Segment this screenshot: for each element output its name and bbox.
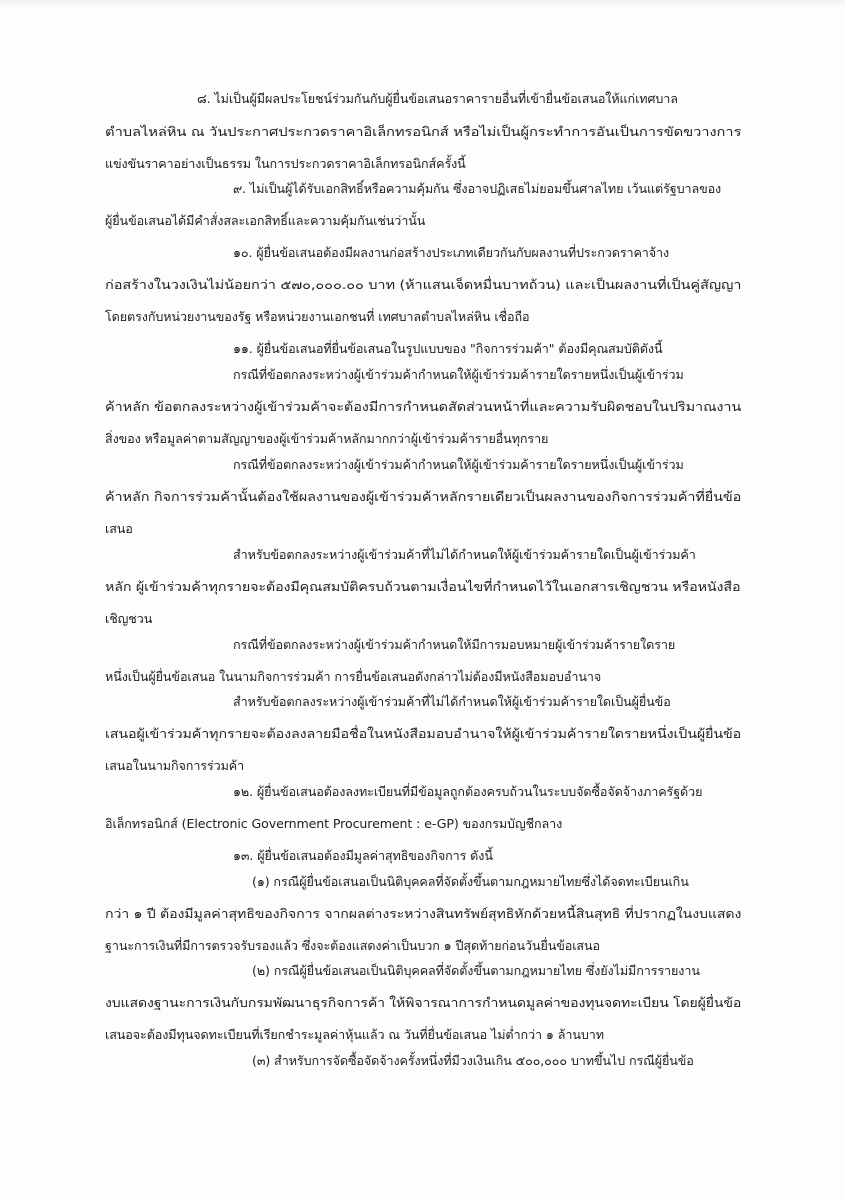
text-line: เชิญชวน — [105, 611, 153, 626]
text-line: สำหรับข้อตกลงระหว่างผู้เข้าร่วมค้าที่ไม่ได้กำหนดให้ผู้เข้าร่วมค้ารายใดเป็นผู้ยื่นข้อ — [233, 694, 671, 709]
text-line: ผู้ยื่นข้อเสนอได้มีคำสั่งสละเอกสิทธิ์และความคุ้มกันเช่นว่านั้น — [105, 213, 426, 228]
text-line: เสนอผู้เข้าร่วมค้าทุกรายจะต้องลงลายมือชื่อในหนังสือมอบอำนาจให้ผู้เข้าร่วมค้ารายใดรายหนึ่งเป็นผู้ยื่นข้อ — [105, 726, 742, 741]
text-line: สิ่งของ หรือมูลค่าตามสัญญาของผู้เข้าร่วมค้าหลักมากกว่าผู้เข้าร่วมค้ารายอื่นทุกราย — [105, 431, 549, 446]
text-line: เสนอ — [105, 521, 133, 536]
text-line: ๑๓. ผู้ยื่นข้อเสนอต้องมีมูลค่าสุทธิของกิจการ ดังนี้ — [233, 848, 493, 863]
text-line: งบแสดงฐานะการเงินกับกรมพัฒนาธุรกิจการค้า ให้พิจารณาการกำหนดมูลค่าของทุนจดทะเบียน โดยผู้ยื่นข้อ — [105, 995, 742, 1010]
text-line: ๑๒. ผู้ยื่นข้อเสนอต้องลงทะเบียนที่มีข้อมูลถูกต้องครบถ้วนในระบบจัดซื้อจัดจ้างภาครัฐด้วย — [233, 784, 703, 799]
text-line: (๓) สำหรับการจัดซื้อจัดจ้างครั้งหนึ่งที่มีวงเงินเกิน ๕๐๐,๐๐๐ บาทขึ้นไป กรณีผู้ยื่นข้อ — [252, 1053, 694, 1068]
text-line: แข่งขันราคาอย่างเป็นธรรม ในการประกวดราคาอิเล็กทรอนิกส์ครั้งนี้ — [105, 156, 466, 171]
text-line: โดยตรงกับหน่วยงานของรัฐ หรือหน่วยงานเอกชนที่ เทศบาลตำบลไหล่หิน เชื่อถือ — [105, 309, 530, 324]
text-line: ก่อสร้างในวงเงินไม่น้อยกว่า ๕๗๐,๐๐๐.๐๐ บาท (ห้าแสนเจ็ดหมื่นบาทถ้วน) และเป็นผลงานที่เป็นคู่สัญญา — [105, 277, 742, 292]
text-line: เสนอในนามกิจการร่วมค้า — [105, 758, 245, 773]
text-line: กว่า ๑ ปี ต้องมีมูลค่าสุทธิของกิจการ จากผลต่างระหว่างสินทรัพย์สุทธิหักด้วยหนี้สินสุทธิ ที่ปรากฏในงบแสดง — [105, 906, 742, 921]
text-line: ค้าหลัก ข้อตกลงระหว่างผู้เข้าร่วมค้าจะต้องมีการกำหนดสัดส่วนหน้าที่และความรับผิดชอบในปริมาณงาน — [105, 399, 742, 414]
text-line: กรณีที่ข้อตกลงระหว่างผู้เข้าร่วมค้ากำหนดให้ผู้เข้าร่วมค้ารายใดรายหนึ่งเป็นผู้เข้าร่วม — [233, 457, 684, 472]
text-line: ๑๐. ผู้ยื่นข้อเสนอต้องมีผลงานก่อสร้างประเภทเดียวกันกับผลงานที่ประกวดราคาจ้าง — [233, 245, 670, 260]
text-line: ๑๑. ผู้ยื่นข้อเสนอที่ยื่นข้อเสนอในรูปแบบของ "กิจการร่วมค้า" ต้องมีคุณสมบัติดังนี้ — [233, 341, 663, 356]
text-line: (๑) กรณีผู้ยื่นข้อเสนอเป็นนิติบุคคลที่จัดตั้งขึ้นตามกฎหมายไทยซึ่งได้จดทะเบียนเกิน — [252, 874, 689, 889]
text-line: สำหรับข้อตกลงระหว่างผู้เข้าร่วมค้าที่ไม่ได้กำหนดให้ผู้เข้าร่วมค้ารายใดเป็นผู้เข้าร่วมค้า — [233, 547, 696, 562]
text-line: ๙. ไม่เป็นผู้ได้รับเอกสิทธิ์หรือความคุ้มกัน ซึ่งอาจปฏิเสธไม่ยอมขึ้นศาลไทย เว้นแต่รัฐบาลของ — [233, 181, 722, 196]
scan-edge — [0, 0, 845, 8]
text-line: กรณีที่ข้อตกลงระหว่างผู้เข้าร่วมค้ากำหนดให้มีการมอบหมายผู้เข้าร่วมค้ารายใดราย — [233, 637, 676, 652]
text-line: หนึ่งเป็นผู้ยื่นข้อเสนอ ในนามกิจการร่วมค้า การยื่นข้อเสนอดังกล่าวไม่ต้องมีหนังสือมอบอำนาจ — [105, 669, 602, 684]
text-line: หลัก ผู้เข้าร่วมค้าทุกรายจะต้องมีคุณสมบัติครบถ้วนตามเงื่อนไขที่กำหนดไว้ในเอกสารเชิญชวน หรือหนังสือ — [105, 579, 741, 594]
text-line: อิเล็กทรอนิกส์ (Electronic Government Procurement : e-GP) ของกรมบัญชีกลาง — [105, 816, 563, 831]
text-line: (๒) กรณีผู้ยื่นข้อเสนอเป็นนิติบุคคลที่จัดตั้งขึ้นตามกฎหมายไทย ซึ่งยังไม่มีการรายงาน — [252, 963, 700, 978]
text-line: ๘. ไม่เป็นผู้มีผลประโยชน์ร่วมกันกับผู้ยื่นข้อเสนอราคารายอื่นที่เข้ายื่นข้อเสนอให้แก่เทศบาล — [197, 91, 678, 106]
text-line: ตำบลไหล่หิน ณ วันประกาศประกวดราคาอิเล็กทรอนิกส์ หรือไม่เป็นผู้กระทำการอันเป็นการขัดขวางการ — [105, 124, 742, 139]
text-line: ฐานะการเงินที่มีการตรวจรับรองแล้ว ซึ่งจะต้องแสดงค่าเป็นบวก ๑ ปีสุดท้ายก่อนวันยื่นข้อเสนอ — [105, 938, 600, 953]
text-line: ค้าหลัก กิจการร่วมค้านั้นต้องใช้ผลงานของผู้เข้าร่วมค้าหลักรายเดียวเป็นผลงานของกิจการร่วมค้าที่ยื่นข้อ — [105, 489, 742, 504]
text-line: กรณีที่ข้อตกลงระหว่างผู้เข้าร่วมค้ากำหนดให้ผู้เข้าร่วมค้ารายใดรายหนึ่งเป็นผู้เข้าร่วม — [233, 367, 684, 382]
text-line: เสนอจะต้องมีทุนจดทะเบียนที่เรียกชำระมูลค่าหุ้นแล้ว ณ วันที่ยื่นข้อเสนอ ไม่ต่ำกว่า ๑ ล้านบาท — [105, 1027, 604, 1042]
